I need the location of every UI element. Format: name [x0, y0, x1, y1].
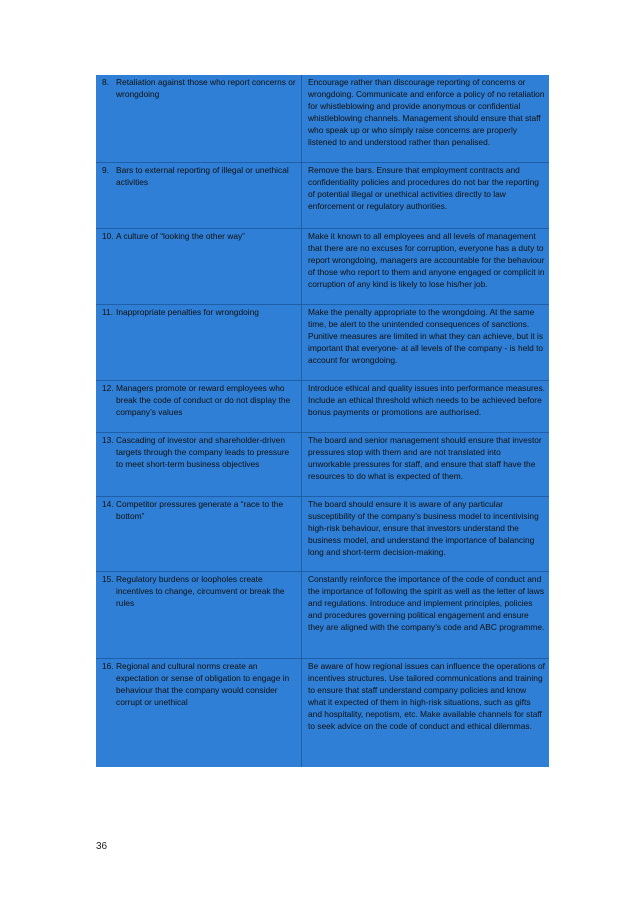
- solution-cell: Remove the bars. Ensure that employment contracts and confidentiality policies and procedures do not bar the reporting of potential illegal or unethical activities directly to law enforcement or regulatory authorities.: [302, 163, 550, 229]
- solution-cell: The board and senior management should ensure that investor pressures stop with them and are not translated into unworkable pressures for staff, and ensure that staff have the resources to do what is expected of them.: [302, 433, 550, 497]
- table-row: [96, 497, 549, 572]
- row-number: 12.: [102, 383, 114, 393]
- problem-cell: [96, 163, 302, 229]
- problem-text: Competitor pressures generate a “race to the bottom”: [116, 499, 284, 521]
- solution-cell: Make the penalty appropriate to the wrongdoing. At the same time, be alert to the unintended consequences of sanctions. Punitive measures are limited in what they can achieve, but it is important that everyone- at all levels of the company - is held to account for wrongdoing.: [302, 305, 550, 381]
- problem-cell: [96, 433, 302, 497]
- solution-cell: The board should ensure it is aware of any particular susceptibility of the company’s business model to incentivising high-risk behaviour, ensure that investors understand the business model, and understand the importance of balancing long and short-term decision-making.: [302, 497, 550, 572]
- row-number: 10.: [102, 231, 114, 241]
- row-number: 14.: [102, 499, 114, 509]
- problem-text: Regulatory burdens or loopholes create incentives to change, circumvent or break the rules: [116, 574, 285, 608]
- table-row: [96, 229, 549, 305]
- solution-cell: Be aware of how regional issues can influence the operations of incentives structures. Use tailored communications and training to ensure that staff understand company policies and know what it expected of them in high-risk situations, such as gifts and hospitality, nepotism, etc. Make available channels for staff to seek advice on the code of conduct and ethical dilemmas.: [308, 661, 545, 731]
- problem-cell: [96, 305, 302, 381]
- table-row: [96, 381, 549, 433]
- problem-cell: [96, 75, 302, 163]
- row-number: 8.: [102, 77, 109, 87]
- table-row: [96, 75, 549, 163]
- problem-cell: [96, 229, 302, 305]
- table-row: [96, 305, 549, 381]
- page-number: 36: [96, 841, 108, 852]
- problem-text: Inappropriate penalties for wrongdoing: [116, 307, 259, 317]
- problem-text: Bars to external reporting of illegal or unethical activities: [116, 165, 289, 187]
- table-row: [96, 163, 549, 229]
- problem-text: Retaliation against those who report concerns or wrongdoing: [116, 77, 296, 99]
- problem-cell: [96, 659, 302, 768]
- problem-text: Regional and cultural norms create an expectation or sense of obligation to engage in behaviour that the company would consider corrupt or unethical: [116, 661, 290, 707]
- table-row: [96, 659, 549, 768]
- row-number: 16.: [102, 661, 114, 671]
- solution-cell: Introduce ethical and quality issues into performance measures. Include an ethical threshold which needs to be achieved before bonus payments or promotions are authorised.: [302, 381, 550, 433]
- table-row: [96, 433, 549, 497]
- problem-cell: [96, 572, 302, 659]
- solution-cell: Constantly reinforce the importance of the code of conduct and the importance of following the spirit as well as the letter of laws and regulations. Introduce and implement principles, policies and procedures governing political engagement and ensure they are aligned with the company’s code and ABC programme.: [302, 572, 550, 659]
- problem-text: A culture of “looking the other way”: [116, 231, 245, 241]
- row-number: 9.: [102, 165, 109, 175]
- row-number: 13.: [102, 435, 114, 445]
- problem-cell: [96, 381, 302, 433]
- solution-cell: Make it known to all employees and all levels of management that there are no excuses for corruption, everyone has a duty to report wrongdoing, managers are accountable for the behaviour of those who report to them and anyone engaged or complicit in corruption of any kind is likely to lose his/her job.: [302, 229, 550, 305]
- solution-cell: Encourage rather than discourage reporting of concerns or wrongdoing. Communicate and enforce a policy of no retaliation for whistleblowing and provide anonymous or confidential whistleblowing channels. Management should ensure that staff who speak up or who simply raise concerns are properly listened to and understood rather than penalised.: [302, 75, 550, 163]
- table-row: [96, 572, 549, 659]
- row-number: 11.: [102, 307, 114, 317]
- issues-table: [96, 75, 549, 767]
- problem-text: Managers promote or reward employees who break the code of conduct or do not display the company’s values: [116, 383, 291, 417]
- row-number: 15.: [102, 574, 114, 584]
- problem-cell: [96, 497, 302, 572]
- problem-text: Cascading of investor and shareholder-driven targets through the company leads to pressure to meet short-term business objectives: [116, 435, 290, 469]
